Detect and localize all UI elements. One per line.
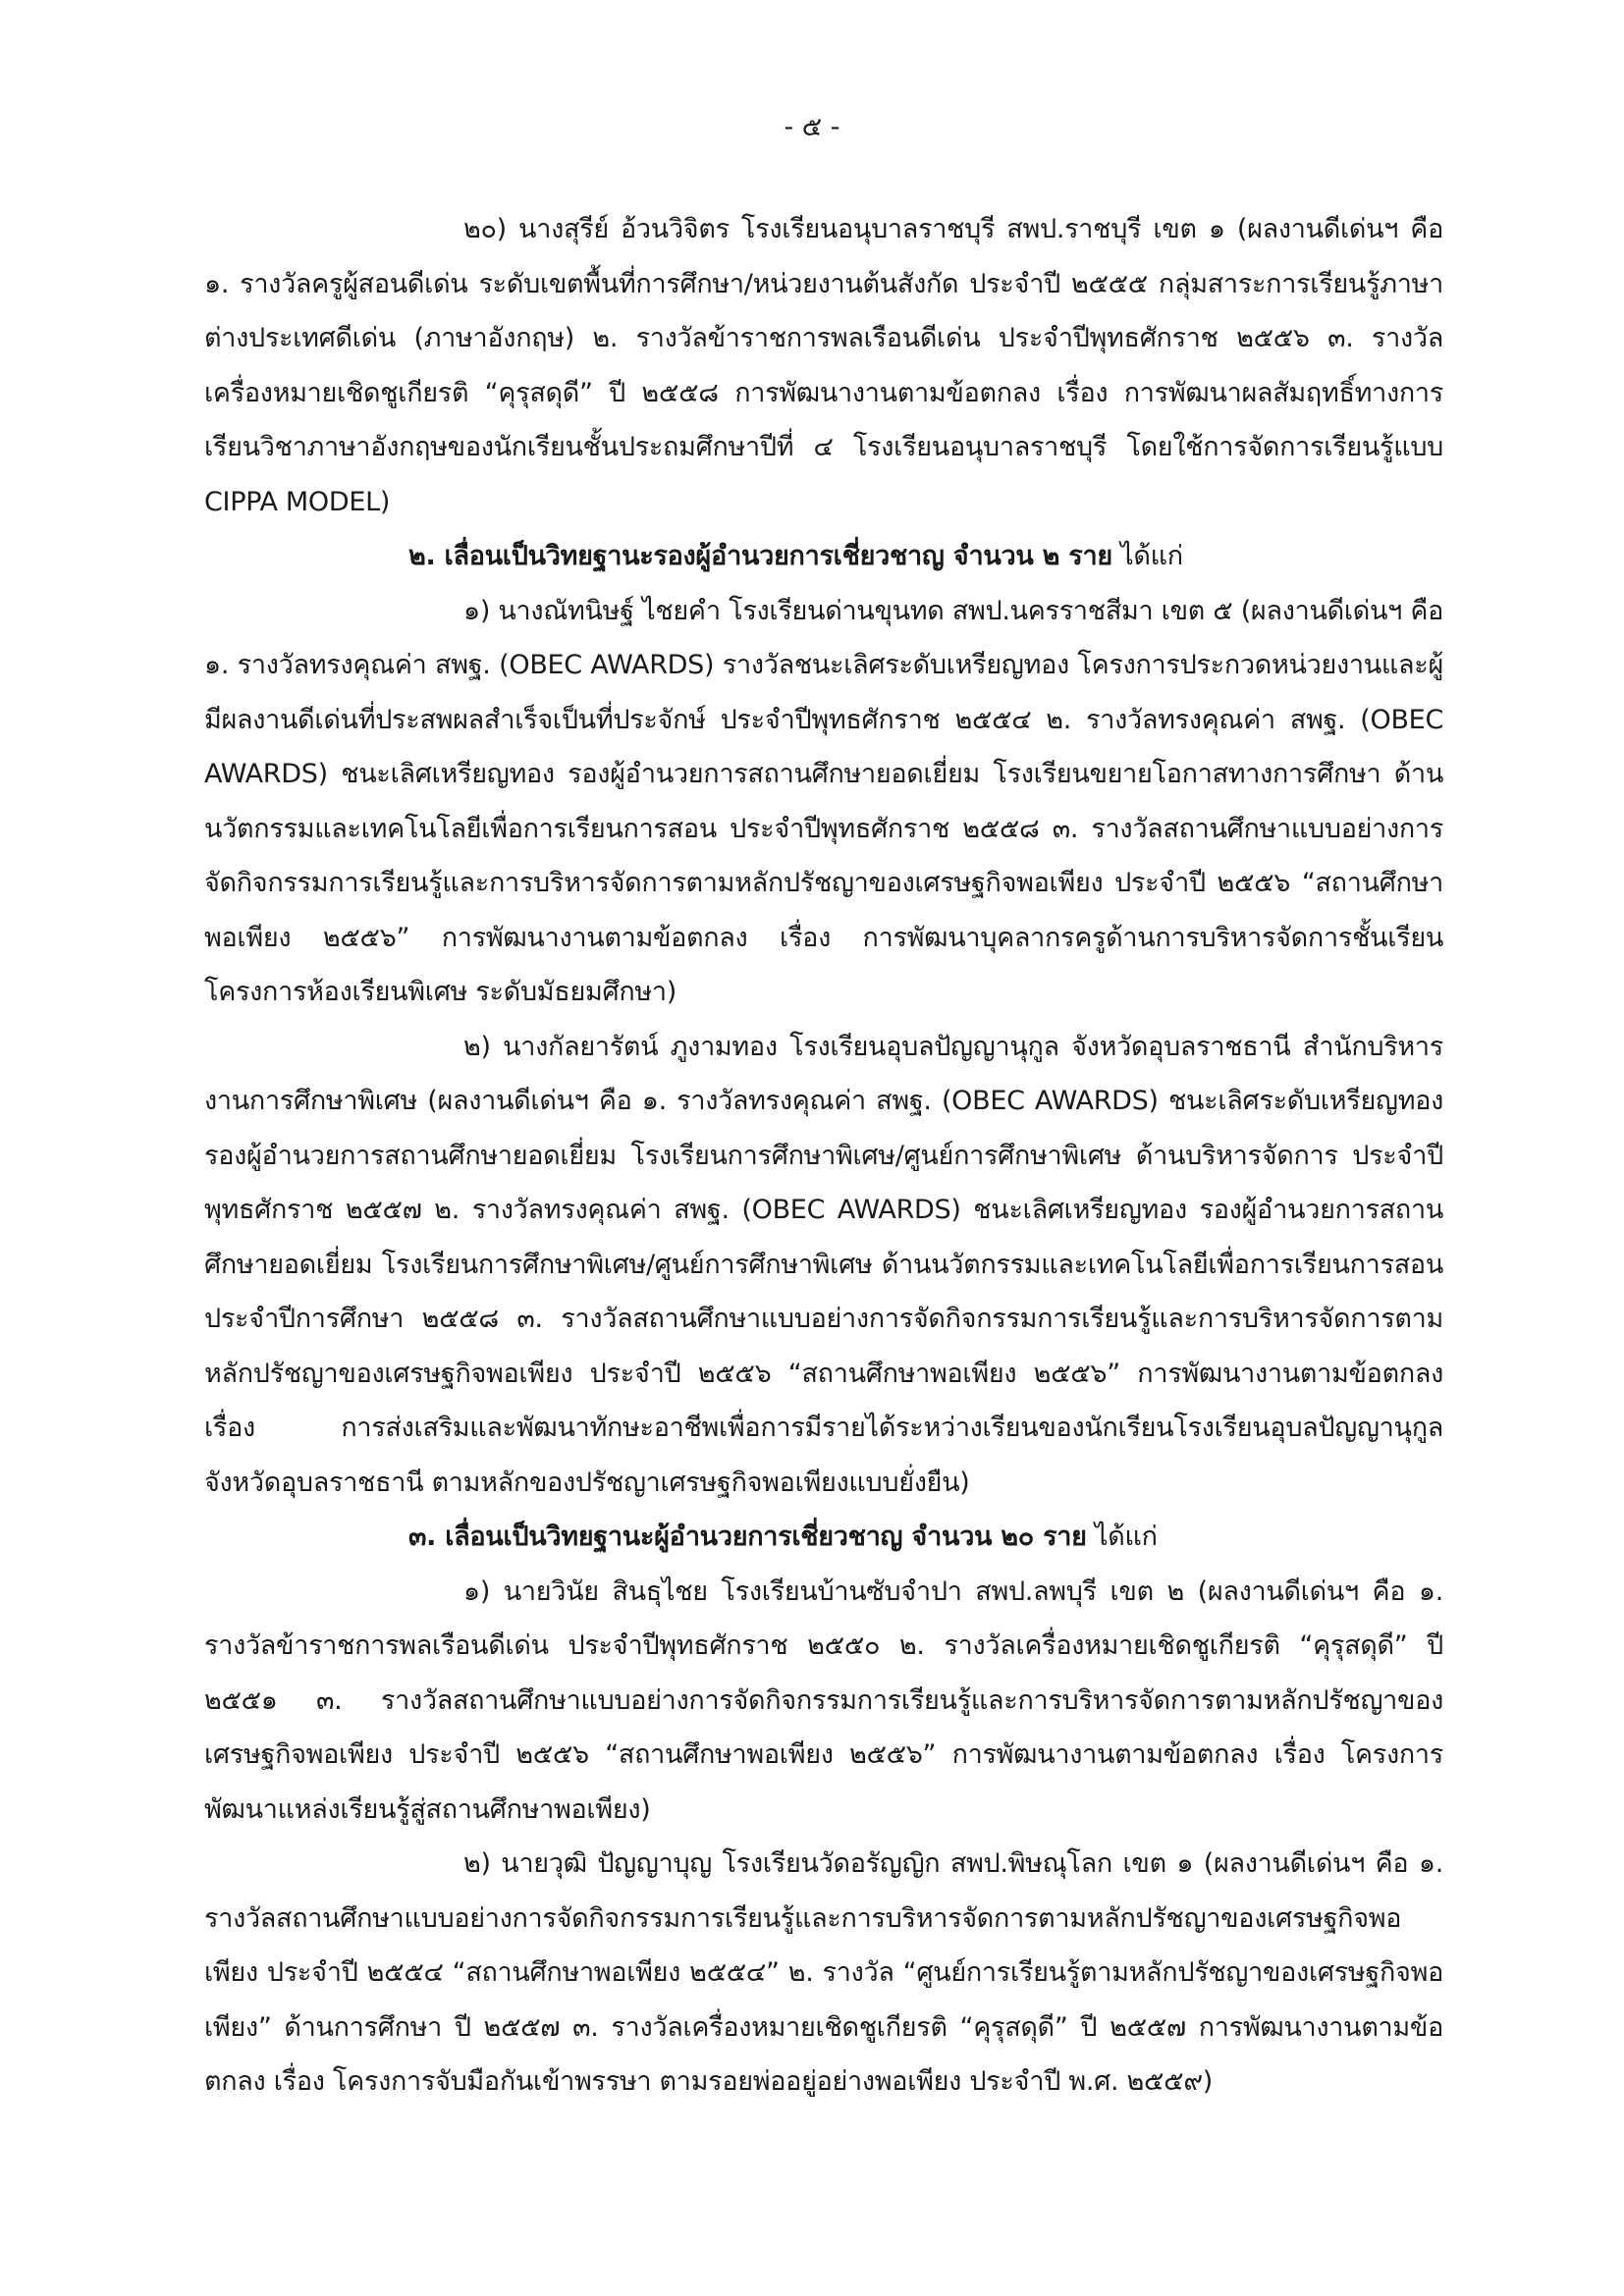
document-body <box>204 202 1443 2109</box>
paragraph-section3-item-2: ๒) นายวุฒิ ปัญญาบุญ โรงเรียนวัดอรัญญิก สพป.พิษณุโลก เขต ๑ (ผลงานดีเด่นฯ คือ ๑. รางวัลสถานศึกษาแบบอย่างการจัดกิจกรรมการเรียนรู้และการบริหารจัดการตามหลักปรัชญาของเศรษฐกิจพอเพียง ประจำปี ๒๕๕๔ “สถานศึกษาพอเพียง ๒๕๕๔” ๒. รางวัล “ศูนย์การเรียนรู้ตามหลักปรัชญาของเศรษฐกิจพอเพียง” ด้านการศึกษา ปี ๒๕๕๗ ๓. รางวัลเครื่องหมายเชิดชูเกียรติ “คุรุสดุดี” ปี ๒๕๕๗ การพัฒนางานตามข้อตกลง เรื่อง โครงการจับมือกันเข้าพรรษา ตามรอยพ่ออยู่อย่างพอเพียง ประจำปี พ.ศ. ๒๕๕๙) <box>204 1848 1443 2097</box>
page-number: - ๕ - <box>784 112 840 142</box>
section-heading-3-suffix: ได้แก่ <box>1086 1522 1158 1552</box>
section-heading-2-suffix: ได้แก่ <box>1111 541 1183 571</box>
paragraph-item-20: ๒๐) นางสุรีย์ อ้วนวิจิตร โรงเรียนอนุบาลราชบุรี สพป.ราชบุรี เขต ๑ (ผลงานดีเด่นฯ คือ ๑. รางวัลครูผู้สอนดีเด่น ระดับเขตพื้นที่การศึกษา/หน่วยงานต้นสังกัด ประจำปี ๒๕๕๕ กลุ่มสาระการเรียนรู้ภาษาต่างประเทศดีเด่น (ภาษาอังกฤษ) ๒. รางวัลข้าราชการพลเรือนดีเด่น ประจำปีพุทธศักราช ๒๕๕๖ ๓. รางวัลเครื่องหมายเชิดชูเกียรติ “คุรุสดุดี” ปี ๒๕๕๘ การพัฒนางานตามข้อตกลง เรื่อง การพัฒนาผลสัมฤทธิ์ทางการเรียนวิชาภาษาอังกฤษของนักเรียนชั้นประถมศึกษาปีที่ ๔ โรงเรียนอนุบาลราชบุรี โดยใช้การจัดการเรียนรู้แบบ CIPPA MODEL) <box>204 214 1443 517</box>
section-heading-3 <box>204 1510 1443 1565</box>
section-heading-2 <box>204 529 1443 584</box>
section-heading-2-title: ๒. เลื่อนเป็นวิทยฐานะรองผู้อำนวยการเชี่ยวชาญ จำนวน ๒ ราย <box>408 541 1112 571</box>
paragraph-section2-item-2: ๒) นางกัลยารัตน์ ภูงามทอง โรงเรียนอุบลปัญญานุกูล จังหวัดอุบลราชธานี สำนักบริหารงานการศึกษาพิเศษ (ผลงานดีเด่นฯ คือ ๑. รางวัลทรงคุณค่า สพฐ. (OBEC AWARDS) ชนะเลิศระดับเหรียญทอง รองผู้อำนวยการสถานศึกษายอดเยี่ยม โรงเรียนการศึกษาพิเศษ/ศูนย์การศึกษาพิเศษ ด้านบริหารจัดการ ประจำปีพุทธศักราช ๒๕๕๗ ๒. รางวัลทรงคุณค่า สพฐ. (OBEC AWARDS) ชนะเลิศเหรียญทอง รองผู้อำนวยการสถานศึกษายอดเยี่ยม โรงเรียนการศึกษาพิเศษ/ศูนย์การศึกษาพิเศษ ด้านนวัตกรรมและเทคโนโลยีเพื่อการเรียนการสอน ประจำปีการศึกษา ๒๕๕๘ ๓. รางวัลสถานศึกษาแบบอย่างการจัดกิจกรรมการเรียนรู้และการบริหารจัดการตามหลักปรัชญาของเศรษฐกิจพอเพียง ประจำปี ๒๕๕๖ “สถานศึกษาพอเพียง ๒๕๕๖” การพัฒนางานตามข้อตกลง เรื่อง การส่งเสริมและพัฒนาทักษะอาชีพเพื่อการมีรายได้ระหว่างเรียนของนักเรียนโรงเรียนอุบลปัญญานุกูล จังหวัดอุบลราชธานี ตามหลักของปรัชญาเศรษฐกิจพอเพียงแบบยั่งยืน) <box>204 1031 1443 1498</box>
paragraph-section3-item-1: ๑) นายวินัย สินธุไชย โรงเรียนบ้านซับจำปา สพป.ลพบุรี เขต ๒ (ผลงานดีเด่นฯ คือ ๑. รางวัลข้าราชการพลเรือนดีเด่น ประจำปีพุทธศักราช ๒๕๕๐ ๒. รางวัลเครื่องหมายเชิดชูเกียรติ “คุรุสดุดี” ปี ๒๕๕๑ ๓. รางวัลสถานศึกษาแบบอย่างการจัดกิจกรรมการเรียนรู้และการบริหารจัดการตามหลักปรัชญาของเศรษฐกิจพอเพียง ประจำปี ๒๕๕๖ “สถานศึกษาพอเพียง ๒๕๕๖” การพัฒนางานตามข้อตกลง เรื่อง โครงการพัฒนาแหล่งเรียนรู้สู่สถานศึกษาพอเพียง) <box>204 1575 1443 1825</box>
section-heading-3-title: ๓. เลื่อนเป็นวิทยฐานะผู้อำนวยการเชี่ยวชาญ จำนวน ๒๐ ราย <box>408 1522 1087 1552</box>
paragraph-section2-item-1: ๑) นางณัทนิษฐ์ ไชยคำ โรงเรียนด่านขุนทด สพป.นครราชสีมา เขต ๕ (ผลงานดีเด่นฯ คือ ๑. รางวัลทรงคุณค่า สพฐ. (OBEC AWARDS) รางวัลชนะเลิศระดับเหรียญทอง โครงการประกวดหน่วยงานและผู้มีผลงานดีเด่นที่ประสพผลสำเร็จเป็นที่ประจักษ์ ประจำปีพุทธศักราช ๒๕๕๔ ๒. รางวัลทรงคุณค่า สพฐ. (OBEC AWARDS) ชนะเลิศเหรียญทอง รองผู้อำนวยการสถานศึกษายอดเยี่ยม โรงเรียนขยายโอกาสทางการศึกษา ด้านนวัตกรรมและเทคโนโลยีเพื่อการเรียนการสอน ประจำปีพุทธศักราช ๒๕๕๘ ๓. รางวัลสถานศึกษาแบบอย่างการจัดกิจกรรมการเรียนรู้และการบริหารจัดการตามหลักปรัชญาของเศรษฐกิจพอเพียง ประจำปี ๒๕๕๖ “สถานศึกษาพอเพียง ๒๕๕๖” การพัฒนางานตามข้อตกลง เรื่อง การพัฒนาบุคลากรครูด้านการบริหารจัดการชั้นเรียนโครงการห้องเรียนพิเศษ ระดับมัธยมศึกษา) <box>204 595 1443 1007</box>
